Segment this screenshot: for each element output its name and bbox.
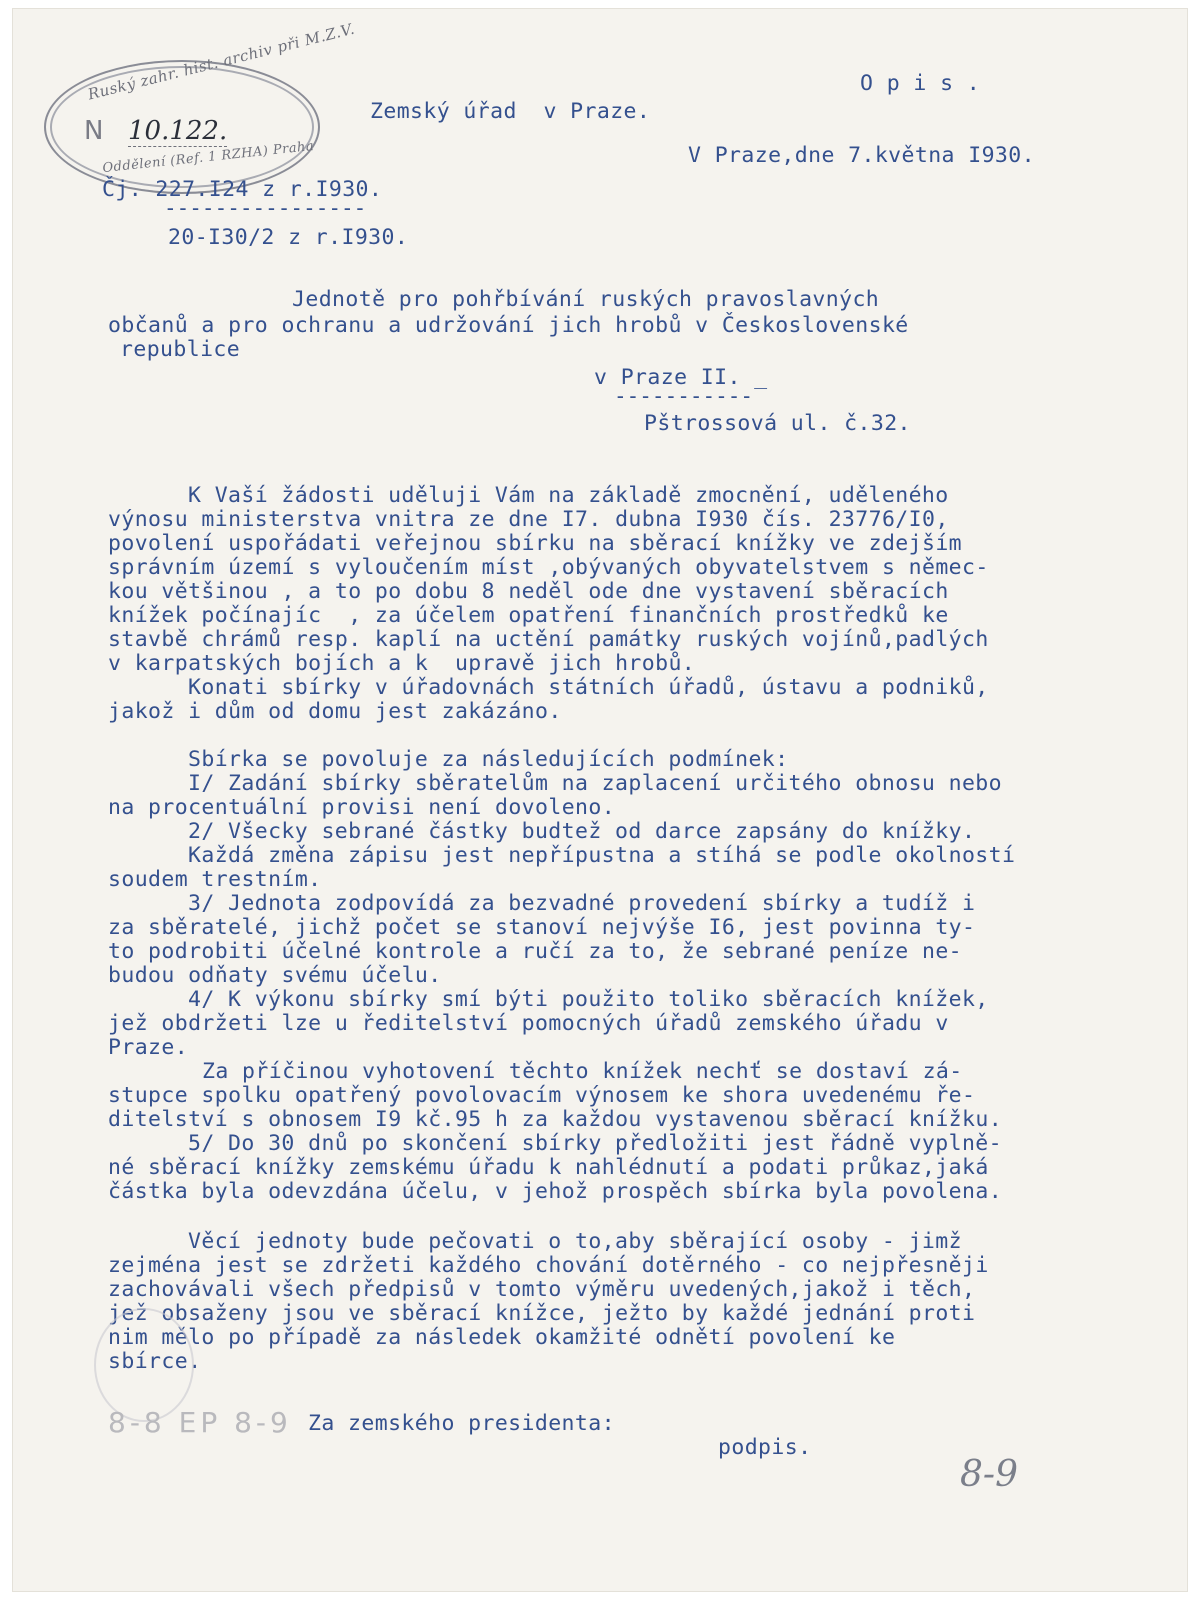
document-page bbox=[12, 8, 1188, 1592]
reference-dashes: ---------------- bbox=[164, 196, 367, 220]
body-line: Konati sbírky v úřadovnách státních úřadů, ústavu a podniků, bbox=[188, 675, 989, 700]
condition-line: Každá změna zápisu jest nepřípustna a stíhá se podle okolností bbox=[188, 843, 1016, 868]
final-line: Věcí jednoty bude pečovati o to,aby sběrající osoby - jimž bbox=[188, 1229, 962, 1254]
condition-line: stupce spolku opatřený povolovacím výnosem ke shora uvedenému ře- bbox=[108, 1083, 976, 1108]
body-line: povolení uspořádati veřejnou sbírku na sběrací knížky ve zdejším bbox=[108, 531, 963, 556]
condition-line: 2/ Všecky sebrané částky budtež od darce zapsány do knížky. bbox=[188, 819, 976, 844]
condition-line: né sběrací knížky zemskému úřadu k nahlédnutí a podati průkaz,jaká bbox=[108, 1155, 989, 1180]
address-line-2: občanů a pro ochranu a udržování jich hrobů v Československé bbox=[108, 313, 909, 338]
handwritten-note: 8-9 bbox=[960, 1454, 1018, 1495]
condition-line: 4/ K výkonu sbírky smí býti použito toliko sběracích knížek, bbox=[188, 987, 989, 1012]
condition-line: za sběratelé, jichž počet se stanoví nejvýše I6, jest povinna ty- bbox=[108, 915, 976, 940]
condition-line: Sbírka se povoluje za následujících podmínek: bbox=[188, 747, 789, 772]
address-line-1: Jednotě pro pohřbívání ruských pravoslavných bbox=[292, 287, 880, 312]
body-line: kou většinou , a to po dobu 8 neděl ode dne vystavení sběracích bbox=[108, 579, 949, 604]
condition-line: I/ Zadání sbírky sběratelům na zaplacení určitého obnosu nebo bbox=[188, 771, 1002, 796]
final-line: zejména jest se zdržeti každého chování dotěrného - co nejpřesněji bbox=[108, 1253, 989, 1278]
reference-number-2: 20-I30/2 z r.I930. bbox=[168, 225, 409, 250]
body-line: správním území s vyloučením míst ,obývaných obyvatelstvem s němec- bbox=[108, 555, 989, 580]
stamp-n-label: N bbox=[84, 116, 104, 146]
final-line: sbírce. bbox=[108, 1349, 202, 1374]
address-line-3: republice bbox=[120, 337, 241, 362]
body-line: v karpatských bojích a k upravě jich hrobů. bbox=[108, 651, 696, 676]
address-city: v Praze II. _ bbox=[594, 365, 768, 390]
condition-line: to podrobiti účelné kontrole a ručí za to, že sebrané peníze ne- bbox=[108, 939, 963, 964]
condition-line: soudem trestním. bbox=[108, 867, 322, 892]
final-line: nim mělo po případě za následek okamžité odnětí povolení ke bbox=[108, 1325, 896, 1350]
copy-label: O p i s . bbox=[860, 71, 981, 96]
condition-line: 3/ Jednota zodpovídá za bezvadné provedení sbírky a tudíž i bbox=[188, 891, 976, 916]
reference-number: Čj. 227.I24 z r.I930. bbox=[102, 177, 383, 202]
archive-stamp bbox=[44, 19, 357, 194]
condition-line: na procentuální provisi není dovoleno. bbox=[108, 795, 616, 820]
condition-line: Praze. bbox=[108, 1035, 189, 1060]
final-line: zachovávali všech předpisů v tomto výměru uvedených,jakož i těch, bbox=[108, 1277, 976, 1302]
pencil-note: 8-8 EP 8-9 bbox=[108, 1406, 292, 1439]
signature-label: podpis. bbox=[718, 1435, 812, 1460]
address-street: Pštrossová ul. č.32. bbox=[644, 411, 911, 436]
stamp-number: 10.122. bbox=[128, 116, 228, 146]
condition-line: ditelství s obnosem I9 kč.95 h za každou vystavenou sběrací knížku. bbox=[108, 1107, 1003, 1132]
body-line: jakož i dům od domu jest zakázáno. bbox=[108, 699, 562, 724]
condition-line: částka byla odevzdána účelu, v jehož prospěch sbírka byla povolena. bbox=[108, 1179, 1003, 1204]
body-line: výnosu ministerstva vnitra ze dne I7. dubna I930 čís. 23776/I0, bbox=[108, 507, 949, 532]
signature-title: Za zemského presidenta: bbox=[308, 1411, 615, 1436]
body-line: K Vaší žádosti uděluji Vám na základě zmocnění, uděleného bbox=[188, 483, 949, 508]
condition-line: jež obdržeti lze u ředitelství pomocných úřadů zemského úřadu v bbox=[108, 1011, 949, 1036]
body-line: stavbě chrámů resp. kaplí na uctění památky ruských vojínů,padlých bbox=[108, 627, 989, 652]
document-date: V Praze,dne 7.května I930. bbox=[688, 143, 1035, 168]
body-line: knížek počínajíc , za účelem opatření finančních prostředků ke bbox=[108, 603, 949, 628]
stamp-archive-name: Ruský zahr. hist. archiv při M.Z.V. bbox=[86, 19, 357, 104]
address-dashes: ----------- bbox=[614, 384, 754, 408]
faded-side-stamp bbox=[94, 1308, 194, 1422]
final-line: jež obsaženy jsou ve sběrací knížce, ježto by každé jednání proti bbox=[108, 1301, 976, 1326]
condition-line: budou odňaty svému účelu. bbox=[108, 963, 442, 988]
condition-line: Za příčinou vyhotovení těchto knížek nechť se dostaví zá- bbox=[202, 1059, 963, 1084]
stamp-bottom-text: Oddělení (Ref. 1 RZHA) Praha bbox=[101, 138, 315, 177]
condition-line: 5/ Do 30 dnů po skončení sbírky předložiti jest řádně vyplně- bbox=[188, 1131, 1002, 1156]
office-name: Zemský úřad v Praze. bbox=[370, 99, 651, 124]
